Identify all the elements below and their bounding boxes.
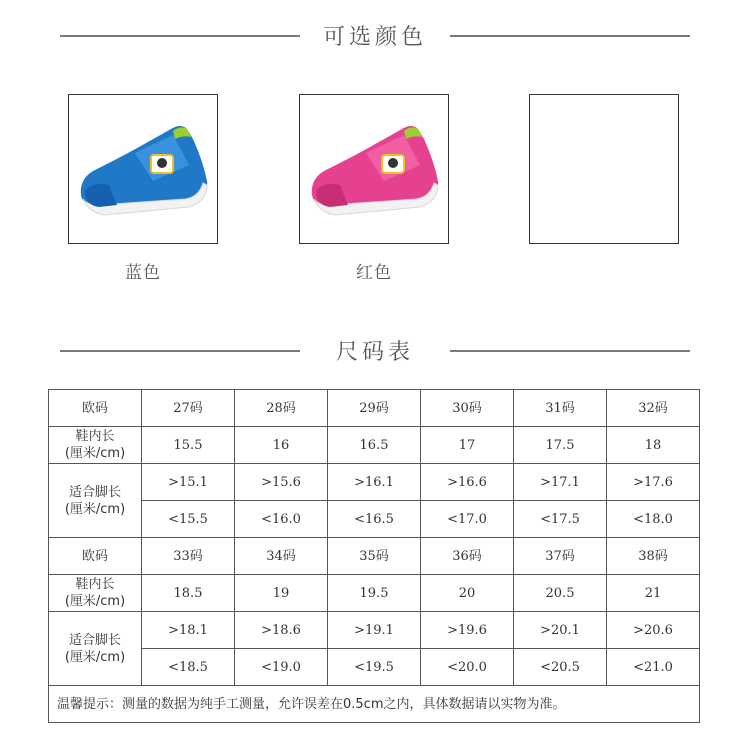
foot-length-max-row (49, 649, 700, 686)
color-swatch-empty (529, 94, 679, 244)
size-cell: 36码 (421, 538, 514, 575)
size-cell: 32码 (607, 390, 700, 427)
size-cell: 30码 (421, 390, 514, 427)
foot-max-cell: <18.5 (142, 649, 235, 686)
fit-foot-length-label: 适合脚长 (厘米/cm) (49, 464, 142, 538)
shoe-image-pink (300, 95, 448, 243)
color-label-blue: 蓝色 (125, 263, 161, 283)
foot-min-cell: >19.1 (328, 612, 421, 649)
inner-length-label: 鞋内长 (厘米/cm) (49, 427, 142, 464)
size-cell: 35码 (328, 538, 421, 575)
color-swatch-blue[interactable] (68, 94, 218, 244)
inner-length-cell: 17 (421, 427, 514, 464)
eu-size-label: 欧码 (49, 538, 142, 575)
foot-max-cell: <17.0 (421, 501, 514, 538)
colors-section-header (0, 16, 750, 56)
divider-line (60, 350, 300, 352)
inner-length-cell: 21 (607, 575, 700, 612)
foot-min-cell: >20.1 (514, 612, 607, 649)
size-cell: 34码 (235, 538, 328, 575)
divider-line (450, 350, 690, 352)
color-swatch-pink[interactable] (299, 94, 449, 244)
inner-length-cell: 20 (421, 575, 514, 612)
size-header-row (49, 390, 700, 427)
foot-max-cell: <18.0 (607, 501, 700, 538)
foot-max-cell: <20.0 (421, 649, 514, 686)
inner-length-cell: 20.5 (514, 575, 607, 612)
inner-length-cell: 15.5 (142, 427, 235, 464)
divider-line (60, 35, 300, 37)
inner-length-cell: 19 (235, 575, 328, 612)
foot-min-cell: >17.6 (607, 464, 700, 501)
foot-min-cell: >16.6 (421, 464, 514, 501)
inner-length-row (49, 427, 700, 464)
inner-length-cell: 18 (607, 427, 700, 464)
shoe-image-blue (69, 95, 217, 243)
foot-max-cell: <19.5 (328, 649, 421, 686)
foot-max-cell: <21.0 (607, 649, 700, 686)
size-cell: 38码 (607, 538, 700, 575)
inner-length-cell: 16.5 (328, 427, 421, 464)
inner-length-cell: 18.5 (142, 575, 235, 612)
foot-max-cell: <15.5 (142, 501, 235, 538)
foot-max-cell: <20.5 (514, 649, 607, 686)
inner-length-row (49, 575, 700, 612)
foot-min-cell: >16.1 (328, 464, 421, 501)
colors-section-title: 可选颜色 (322, 25, 427, 50)
foot-min-cell: >17.1 (514, 464, 607, 501)
size-cell: 27码 (142, 390, 235, 427)
foot-length-min-row (49, 612, 700, 649)
foot-min-cell: >15.1 (142, 464, 235, 501)
foot-length-min-row (49, 464, 700, 501)
note-row (49, 686, 700, 723)
foot-min-cell: >18.1 (142, 612, 235, 649)
inner-length-label: 鞋内长 (厘米/cm) (49, 575, 142, 612)
size-section-title: 尺码表 (335, 340, 414, 365)
foot-max-cell: <17.5 (514, 501, 607, 538)
inner-length-cell: 16 (235, 427, 328, 464)
inner-length-cell: 19.5 (328, 575, 421, 612)
color-label-pink: 红色 (356, 263, 392, 283)
foot-min-cell: >18.6 (235, 612, 328, 649)
foot-min-cell: >15.6 (235, 464, 328, 501)
size-cell: 29码 (328, 390, 421, 427)
eu-size-label: 欧码 (49, 390, 142, 427)
size-cell: 33码 (142, 538, 235, 575)
size-chart-table (48, 389, 700, 723)
foot-length-max-row (49, 501, 700, 538)
foot-min-cell: >20.6 (607, 612, 700, 649)
foot-max-cell: <19.0 (235, 649, 328, 686)
foot-min-cell: >19.6 (421, 612, 514, 649)
foot-max-cell: <16.5 (328, 501, 421, 538)
size-cell: 37码 (514, 538, 607, 575)
size-cell: 28码 (235, 390, 328, 427)
fit-foot-length-label: 适合脚长 (厘米/cm) (49, 612, 142, 686)
measurement-note: 温馨提示：测量的数据为纯手工测量，允许误差在0.5cm之内，具体数据请以实物为准。 (49, 686, 700, 723)
divider-line (450, 35, 690, 37)
size-cell: 31码 (514, 390, 607, 427)
size-section-header (0, 331, 750, 371)
inner-length-cell: 17.5 (514, 427, 607, 464)
size-header-row (49, 538, 700, 575)
foot-max-cell: <16.0 (235, 501, 328, 538)
